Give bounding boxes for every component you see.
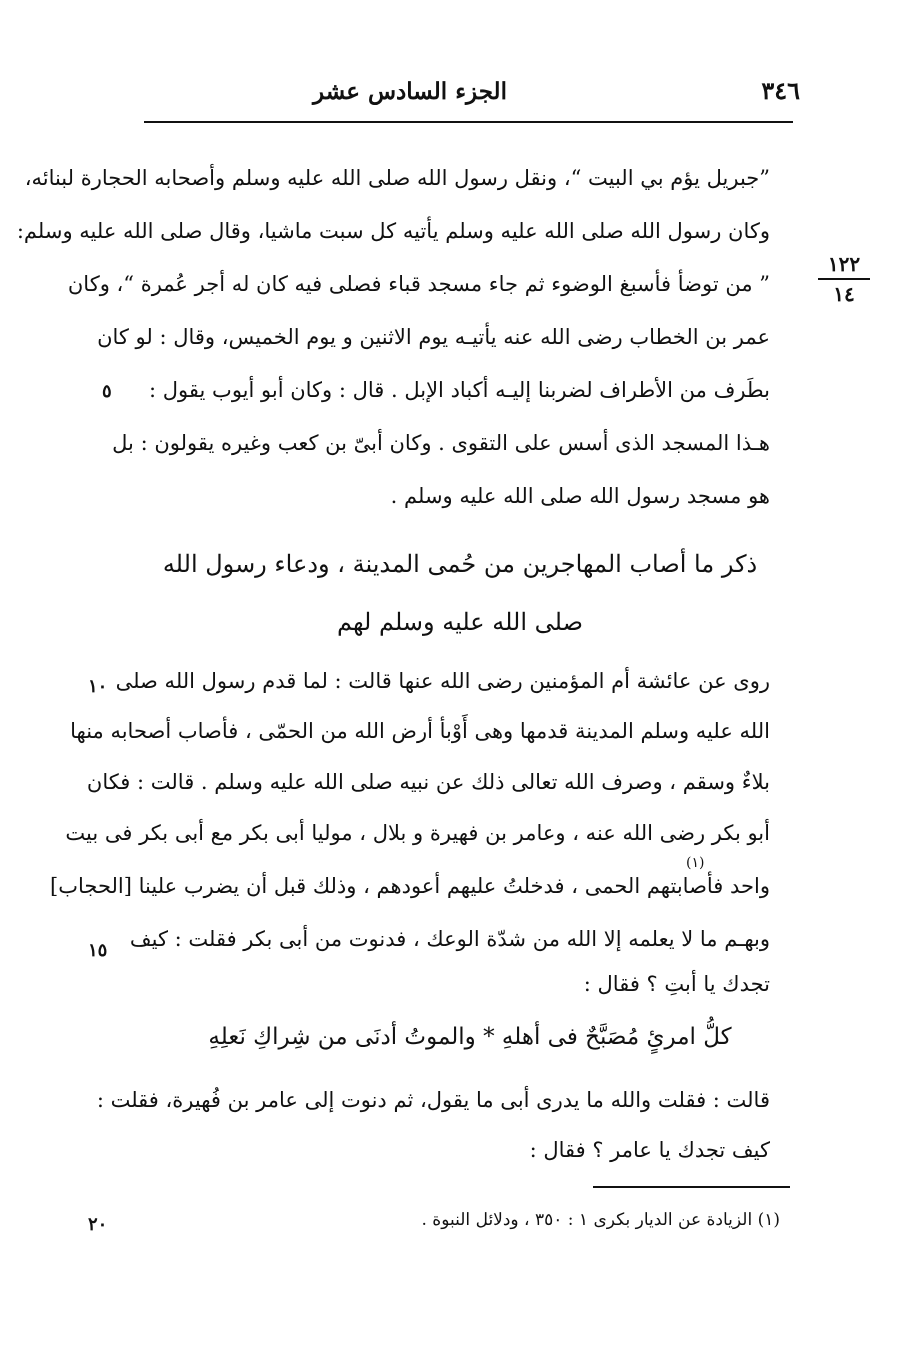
- text-line: روى عن عائشة أم المؤمنين رضى الله عنها قالت : لما قدم رسول الله صلى: [115, 669, 770, 693]
- section-heading-line-2: صلى الله عليه وسلم لهم: [337, 608, 583, 636]
- text-line: واحد فأصابتهم الحمى ، فدخلتُ عليهم أعودهم ، وذلك قبل أن يضرب علينا [الحجاب]: [50, 874, 770, 898]
- footnote: (١) الزيادة عن الديار بكرى ١ : ٣٥٠ ، ودلائل النبوة .: [421, 1210, 780, 1230]
- text-line: ”جبريل يؤم بي البيت “، ونقل رسول الله صلى الله عليه وسلم وأصحابه الحجارة لبنائه،: [24, 166, 770, 190]
- source-page-marker-bar: [818, 278, 870, 280]
- margin-line-number: ٥: [102, 381, 112, 402]
- text-line: هـذا المسجد الذى أسس على التقوى . وكان أبىّ بن كعب وغيره يقولون : بل: [112, 431, 770, 455]
- text-line: ” من توضأ فأسبغ الوضوء ثم جاء مسجد قباء فصلى فيه كان له أجر عُمرة “، وكان: [67, 272, 770, 296]
- text-line: قالت : فقلت والله ما يدرى أبى ما يقول، ثم دنوت إلى عامر بن فُهيرة، فقلت :: [96, 1088, 770, 1112]
- source-page-marker: [814, 252, 874, 306]
- text-line: بطَرف من الأطراف لضربنا إليـه أكباد الإبل . قال : وكان أبو أيوب يقول :: [149, 378, 770, 402]
- text-line: الله عليه وسلم المدينة قدمها وهى أَوْبأ أرض الله من الحمّى ، فأصاب أصحابه منها: [70, 719, 770, 743]
- text-line: بلاءٌ وسقم ، وصرف الله تعالى ذلك عن نبيه صلى الله عليه وسلم . قالت : فكان: [86, 770, 770, 794]
- margin-line-number: ١٠: [88, 676, 108, 697]
- text-line: تجدك يا أبتِ ؟ فقال :: [583, 972, 770, 996]
- header-rule: [144, 121, 793, 123]
- text-line: كيف تجدك يا عامر ؟ فقال :: [529, 1138, 770, 1162]
- section-heading-line-1: ذكر ما أصاب المهاجرين من حُمى المدينة ، ودعاء رسول الله: [162, 550, 758, 578]
- running-title: الجزء السادس عشر: [313, 78, 507, 105]
- paragraph-3: [96, 1080, 770, 1170]
- margin-line-number: ١٥: [88, 940, 108, 961]
- page-number: ٣٤٦: [761, 76, 800, 105]
- footnote-reference: (١): [686, 855, 705, 871]
- text-line: عمر بن الخطاب رضى الله عنه يأتيـه يوم الاثنين و يوم الخميس، وقال : لو كان: [97, 325, 770, 349]
- text-line: هو مسجد رسول الله صلى الله عليه وسلم .: [390, 484, 770, 508]
- text-line: وكان رسول الله صلى الله عليه وسلم يأتيه كل سبت ماشيا، وقال صلى الله عليه وسلم:: [16, 219, 770, 243]
- footnote-rule: [593, 1186, 790, 1188]
- text-line: أبو بكر رضى الله عنه ، وعامر بن فهيرة و بلال ، موليا أبى بكر مع أبى بكر فى بيت: [65, 821, 770, 845]
- paragraph-1: [16, 158, 770, 508]
- text-line: وبهـم ما لا يعلمه إلا الله من شدّة الوعك ، فدنوت من أبى بكر فقلت : كيف: [129, 927, 770, 951]
- poetry-verse: كلُّ امرئٍ مُصَبَّحٌ فى أهلهِ * والموتُ أدنَى من شِراكِ نَعلِهِ: [208, 1024, 732, 1050]
- source-page-marker-bottom: ١٤: [833, 282, 855, 306]
- source-page-marker-top: ١٢٢: [827, 252, 861, 276]
- margin-line-number: ٢٠: [88, 1214, 108, 1235]
